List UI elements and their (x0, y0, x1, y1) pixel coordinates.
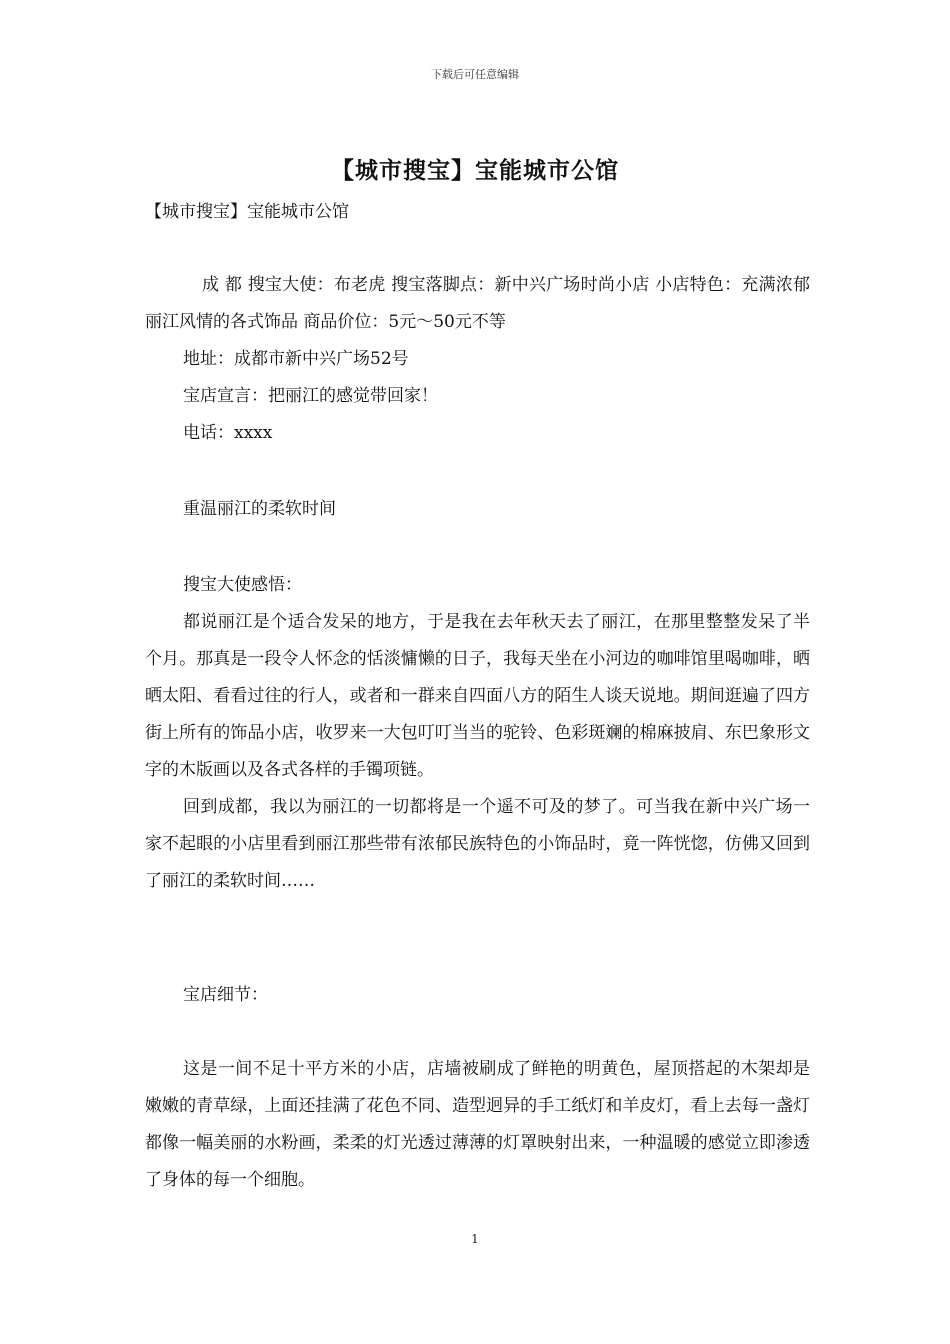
phone-line: 电话：xxxx (183, 423, 273, 443)
slogan-line: 宝店宣言：把丽江的感觉带回家！ (183, 386, 438, 406)
section-heading-3: 宝店细节： (183, 985, 268, 1005)
details-block (145, 1051, 810, 1199)
address-line: 地址：成都市新中兴广场52号 (183, 349, 409, 369)
section-heading-3-block (145, 977, 810, 1014)
section-heading-2: 搜宝大使感悟： (183, 575, 302, 595)
page-number: 1 (471, 1232, 479, 1246)
essay-block (145, 567, 810, 900)
info-paragraph: 成 都 搜宝大使：布老虎 搜宝落脚点：新中兴广场时尚小店 小店特色：充满浓郁丽江风情的各式饰品 商品价位：5元～50元不等 (145, 275, 810, 332)
paragraph-3: 这是一间不足十平方米的小店，店墙被刷成了鲜艳的明黄色，屋顶搭起的木架却是嫩嫩的青草绿，上面还挂满了花色不同、造型迥异的手工纸灯和羊皮灯，看上去每一盏灯都像一幅美丽的水粉画，柔柔的灯光透过薄薄的灯罩映射出来，一种温暖的感觉立即渗透了身体的每一个细胞。 (145, 1059, 810, 1190)
section-heading-1: 重温丽江的柔软时间 (183, 499, 336, 519)
header-note: 下载后可任意编辑 (431, 68, 519, 81)
page-title: 【城市搜宝】宝能城市公馆 (331, 158, 619, 184)
section-heading-1-block (145, 491, 810, 528)
paragraph-1: 都说丽江是个适合发呆的地方，于是我在去年秋天去了丽江，在那里整整发呆了半个月。那真是一段令人怀念的恬淡慵懒的日子，我每天坐在小河边的咖啡馆里喝咖啡，晒晒太阳、看看过往的行人，或者和一群来自四面八方的陌生人谈天说地。期间逛遍了四方街上所有的饰品小店，收罗来一大包叮叮当当的驼铃、色彩斑斓的棉麻披肩、东巴象形文字的木版画以及各式各样的手镯项链。 (145, 612, 810, 780)
document-subtitle: 【城市搜宝】宝能城市公馆 (145, 202, 349, 222)
paragraph-2: 回到成都，我以为丽江的一切都将是一个遥不可及的梦了。可当我在新中兴广场一家不起眼的小店里看到丽江那些带有浓郁民族特色的小饰品时，竟一阵恍惚，仿佛又回到了丽江的柔软时间…… (145, 797, 810, 891)
info-block (145, 267, 810, 452)
